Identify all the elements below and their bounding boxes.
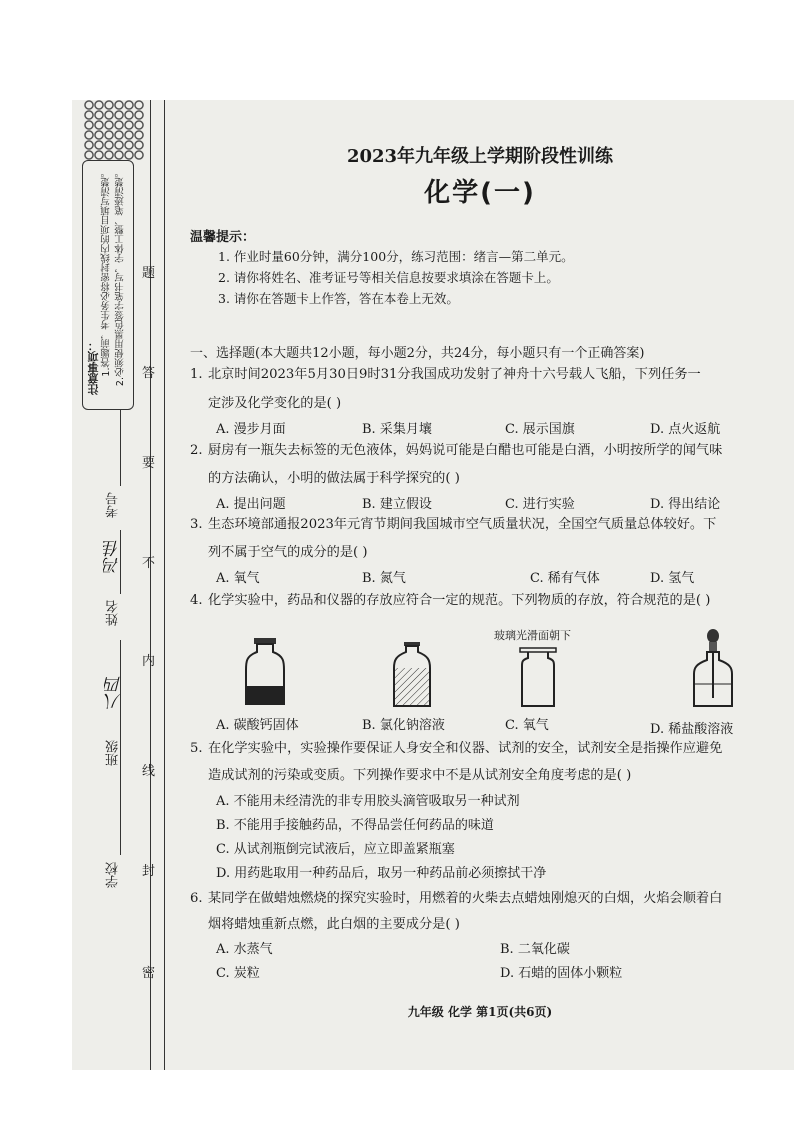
bottle-b-image (390, 640, 434, 710)
option-d[interactable]: D. 氢气 (650, 571, 695, 586)
question-number: 2. (190, 443, 203, 458)
glass-label: 玻璃光滑面朝下 (494, 629, 571, 642)
question-text-cont: 烟将蜡烛重新点燃，此白烟的主要成分是( ) (208, 917, 460, 932)
paper-subtitle: 化学(一) (424, 178, 536, 208)
class-blank[interactable] (120, 640, 121, 730)
option-a[interactable]: A. 提出问题 (216, 497, 286, 512)
notice-title: 注意事项： (87, 340, 100, 395)
section-heading: 一、选择题(本大题共12小题，每小题2分，共24分，每小题只有一个正确答案) (190, 346, 645, 361)
question-text: 生态环境部通报2023年元宵节期间我国城市空气质量状况，全国空气质量总体较好。下 (208, 517, 717, 532)
bottle-a-image (240, 636, 290, 708)
name-blank[interactable] (120, 530, 121, 594)
option-b[interactable]: B. 采集月壤 (362, 422, 432, 437)
question-5 (190, 738, 775, 760)
option-d[interactable]: D. 稀盐酸溶液 (650, 722, 734, 737)
option-c[interactable]: C. 从试剂瓶倒完试液后，应立即盖紧瓶塞 (216, 842, 455, 857)
option-b[interactable]: B. 氮气 (362, 571, 406, 586)
question-2 (190, 440, 775, 462)
option-a[interactable]: A. 漫步月面 (216, 422, 286, 437)
question-6 (190, 888, 775, 910)
question-text: 北京时间2023年5月30日9时31分我国成功发射了神舟十六号载人飞船，下列任务一 (208, 367, 701, 382)
tip-item: 1. 作业时量60分钟，满分100分，练习范围：绪言—第二单元。 (218, 249, 574, 264)
option-b[interactable]: B. 氯化钠溶液 (362, 718, 445, 733)
tip-item: 2. 请你将姓名、准考证号等相关信息按要求填涂在答题卡上。 (218, 270, 559, 285)
seal-char: 答 (142, 366, 156, 381)
seal-char: 线 (142, 764, 156, 779)
seal-line-inner (164, 100, 165, 1070)
question-text-cont: 的方法确认，小明的做法属于科学探究的( ) (208, 471, 460, 486)
option-b[interactable]: B. 不能用手接触药品，不得品尝任何药品的味道 (216, 818, 494, 833)
seal-char: 不 (142, 556, 156, 571)
seal-line-outer (150, 100, 151, 1070)
question-text-cont: 定涉及化学变化的是( ) (208, 396, 342, 411)
field-class: 班级 (106, 740, 121, 766)
seal-char: 题 (142, 266, 156, 281)
option-b[interactable]: B. 建立假设 (362, 497, 432, 512)
exam-number-blank[interactable] (120, 410, 121, 486)
option-c[interactable]: C. 炭粒 (216, 966, 260, 981)
field-name: 姓名 (106, 600, 121, 626)
seal-char: 内 (142, 654, 156, 669)
paper-title: 2023年九年级上学期阶段性训练 (346, 146, 614, 167)
question-text-cont: 列不属于空气的成分的是( ) (208, 545, 368, 560)
option-c[interactable]: C. 氧气 (505, 718, 549, 733)
question-4 (190, 590, 775, 612)
question-1 (190, 364, 775, 386)
handwritten-class: 八四 (105, 676, 125, 710)
handwritten-name: 冯佳 (103, 540, 123, 574)
question-3 (190, 514, 775, 536)
option-a[interactable]: A. 氧气 (216, 571, 260, 586)
field-exam-number: 考号 (106, 492, 121, 518)
notice-item-1: 1.答题前，考生务必将密封线内的项目填写清楚。 (101, 168, 112, 377)
option-d[interactable]: D. 用药匙取用一种药品后，取另一种药品前必须擦拭干净 (216, 866, 547, 881)
bottle-d-image (690, 628, 736, 710)
tip-item: 3. 请你在答题卡上作答，答在本卷上无效。 (218, 291, 459, 306)
option-d[interactable]: D. 得出结论 (650, 497, 721, 512)
page-footer: 九年级 化学 第1页(共6页) (407, 1005, 553, 1019)
option-c[interactable]: C. 进行实验 (505, 497, 575, 512)
question-number: 3. (190, 517, 203, 532)
question-number: 1. (190, 367, 203, 382)
tips-heading: 温馨提示： (190, 230, 256, 245)
bottle-c-image (516, 644, 560, 710)
question-text: 厨房有一瓶失去标签的无色液体，妈妈说可能是白醋也可能是白酒，小明按所学的闻气味 (208, 443, 723, 458)
field-school: 学校 (106, 862, 121, 888)
option-b[interactable]: B. 二氧化碳 (500, 942, 570, 957)
question-number: 6. (190, 891, 203, 906)
question-text: 在化学实验中，实验操作要保证人身安全和仪器、试剂的安全，试剂安全是指操作应避免 (208, 741, 723, 756)
question-number: 5. (190, 741, 203, 756)
question-text: 某同学在做蜡烛燃烧的探究实验时，用燃着的火柴去点蜡烛刚熄灭的白烟，火焰会顺着白 (208, 891, 723, 906)
option-c[interactable]: C. 稀有气体 (530, 571, 600, 586)
question-number: 4. (190, 593, 203, 608)
option-a[interactable]: A. 水蒸气 (216, 942, 273, 957)
question-text-cont: 造成试剂的污染或变质。下列操作要求中不是从试剂安全角度考虑的是( ) (208, 768, 632, 783)
option-d[interactable]: D. 石蜡的固体小颗粒 (500, 966, 623, 981)
seal-char: 要 (142, 456, 156, 471)
option-a[interactable]: A. 不能用未经清洗的非专用胶头滴管吸取另一种试剂 (216, 794, 520, 809)
notice-item-2: 2.必须使用黑色签字笔书写，字体工整、笔迹清楚。 (115, 168, 126, 387)
question-text: 化学实验中，药品和仪器的存放应符合一定的规范。下列物质的存放，符合规范的是( ) (208, 593, 711, 608)
binding-holes (84, 100, 144, 160)
seal-char: 密 (142, 966, 156, 981)
option-d[interactable]: D. 点火返航 (650, 422, 721, 437)
option-c[interactable]: C. 展示国旗 (505, 422, 575, 437)
option-a[interactable]: A. 碳酸钙固体 (216, 718, 299, 733)
seal-char: 封 (142, 864, 156, 879)
